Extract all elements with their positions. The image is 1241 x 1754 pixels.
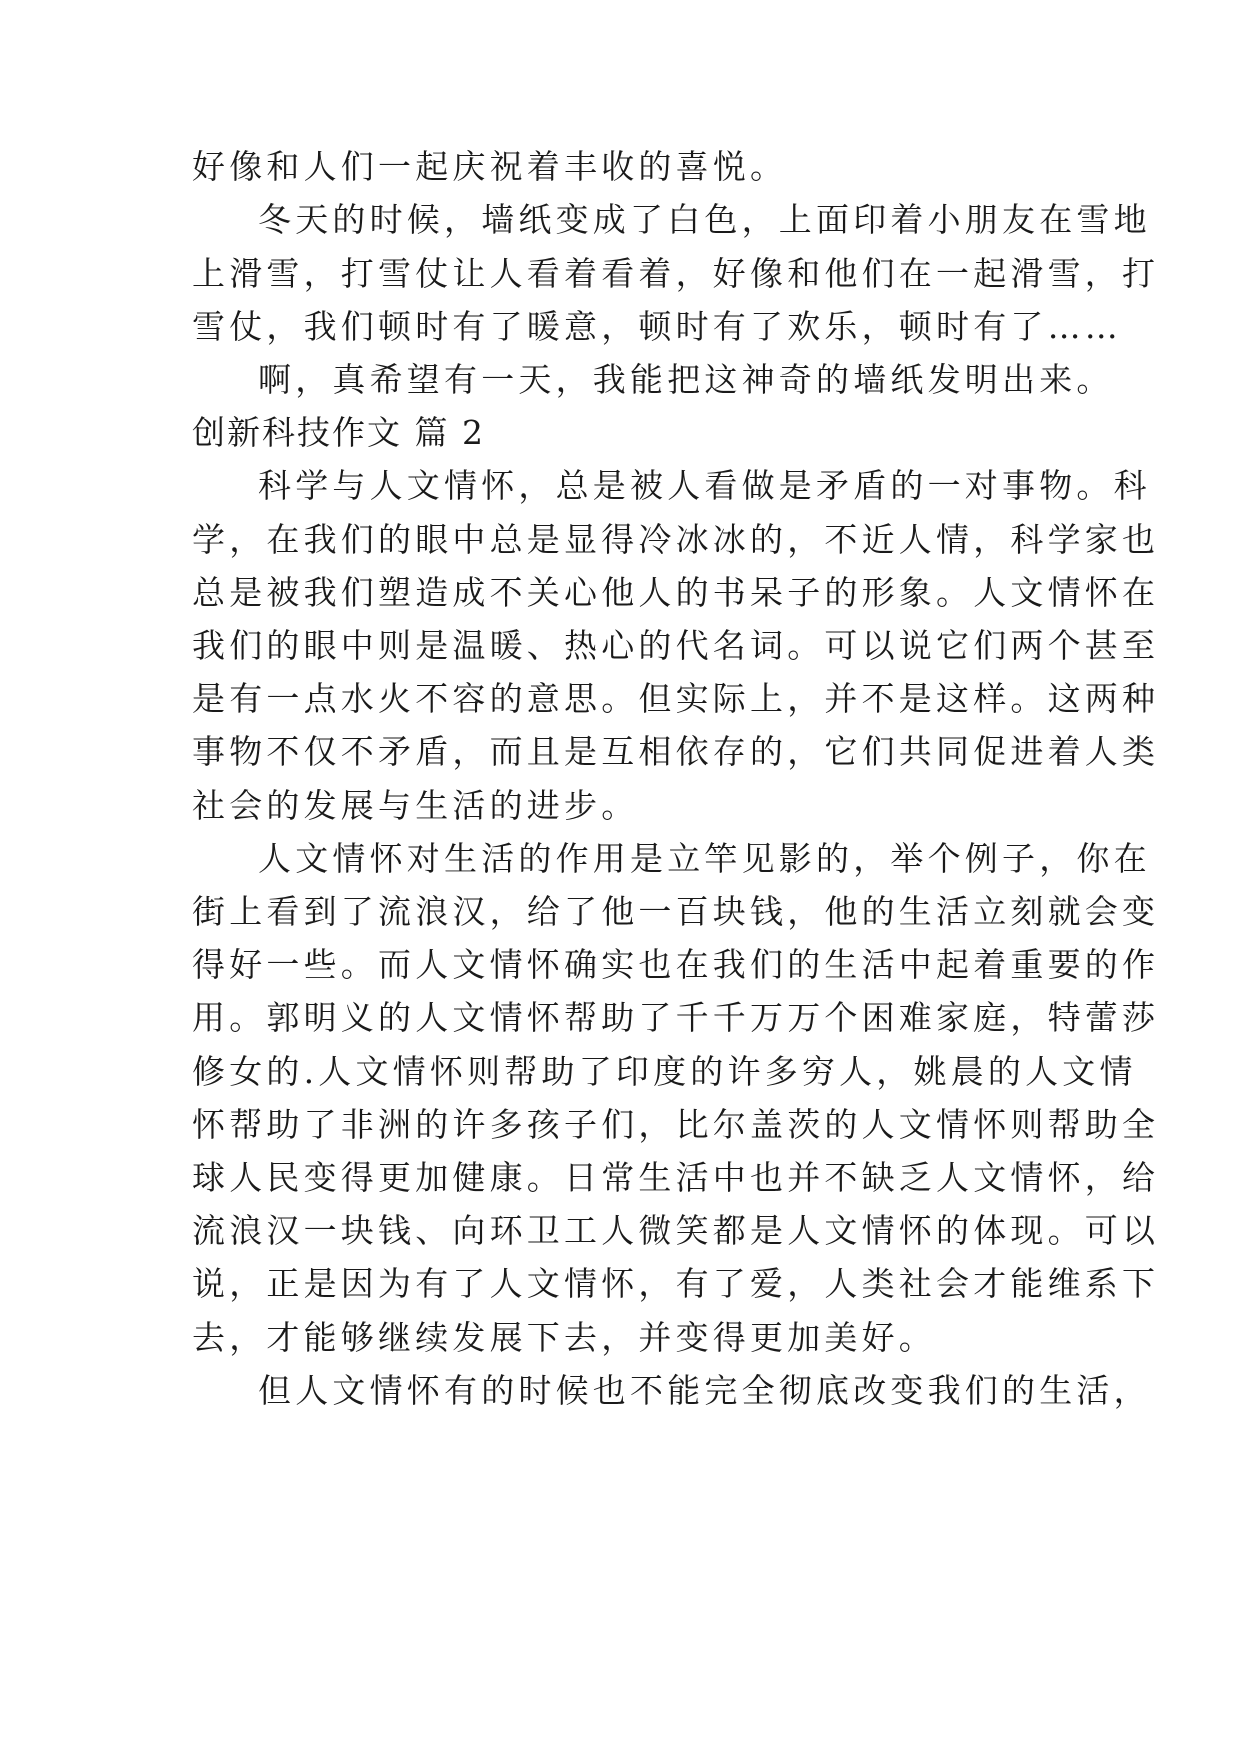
text-line: 说，正是因为有了人文情怀，有了爱，人类社会才能维系下	[192, 1264, 1160, 1303]
text-line: 流浪汉一块钱、向环卫工人微笑都是人文情怀的体现。可以	[192, 1211, 1160, 1250]
text-line: 得好一些。而人文情怀确实也在我们的生活中起着重要的作	[192, 945, 1160, 984]
text-line: 社会的发展与生活的进步。	[192, 786, 639, 825]
text-line: 怀帮助了非洲的许多孩子们，比尔盖茨的人文情怀则帮助全	[192, 1105, 1160, 1144]
text-line: 但人文情怀有的时候也不能完全彻底改变我们的生活，	[258, 1371, 1151, 1410]
section-heading: 创新科技作文 篇 2	[192, 413, 485, 452]
text-line: 好像和人们一起庆祝着丰收的喜悦。	[192, 147, 788, 186]
text-line: 街上看到了流浪汉，给了他一百块钱，他的生活立刻就会变	[192, 892, 1160, 931]
text-line: 雪仗，我们顿时有了暖意，顿时有了欢乐，顿时有了……	[192, 307, 1122, 346]
text-line: 科学与人文情怀，总是被人看做是矛盾的一对事物。科	[258, 466, 1151, 505]
text-line: 是有一点水火不容的意思。但实际上，并不是这样。这两种	[192, 679, 1160, 718]
text-line: 上滑雪，打雪仗让人看着看着，好像和他们在一起滑雪，打	[192, 254, 1160, 293]
text-line: 事物不仅不矛盾，而且是互相依存的，它们共同促进着人类	[192, 732, 1160, 771]
text-line: 人文情怀对生活的作用是立竿见影的，举个例子，你在	[258, 839, 1151, 878]
text-line: 冬天的时候，墙纸变成了白色，上面印着小朋友在雪地	[258, 200, 1151, 239]
text-line: 球人民变得更加健康。日常生活中也并不缺乏人文情怀，给	[192, 1158, 1160, 1197]
text-line: 去，才能够继续发展下去，并变得更加美好。	[192, 1318, 936, 1357]
text-line: 学，在我们的眼中总是显得冷冰冰的，不近人情，科学家也	[192, 520, 1160, 559]
text-line: 我们的眼中则是温暖、热心的代名词。可以说它们两个甚至	[192, 626, 1160, 665]
text-line: 总是被我们塑造成不关心他人的书呆子的形象。人文情怀在	[192, 573, 1160, 612]
text-line: 修女的.人文情怀则帮助了印度的许多穷人，姚晨的人文情	[192, 1052, 1137, 1091]
text-line: 用。郭明义的人文情怀帮助了千千万万个困难家庭，特蕾莎	[192, 998, 1160, 1037]
text-line: 啊，真希望有一天，我能把这神奇的墙纸发明出来。	[258, 360, 1114, 399]
